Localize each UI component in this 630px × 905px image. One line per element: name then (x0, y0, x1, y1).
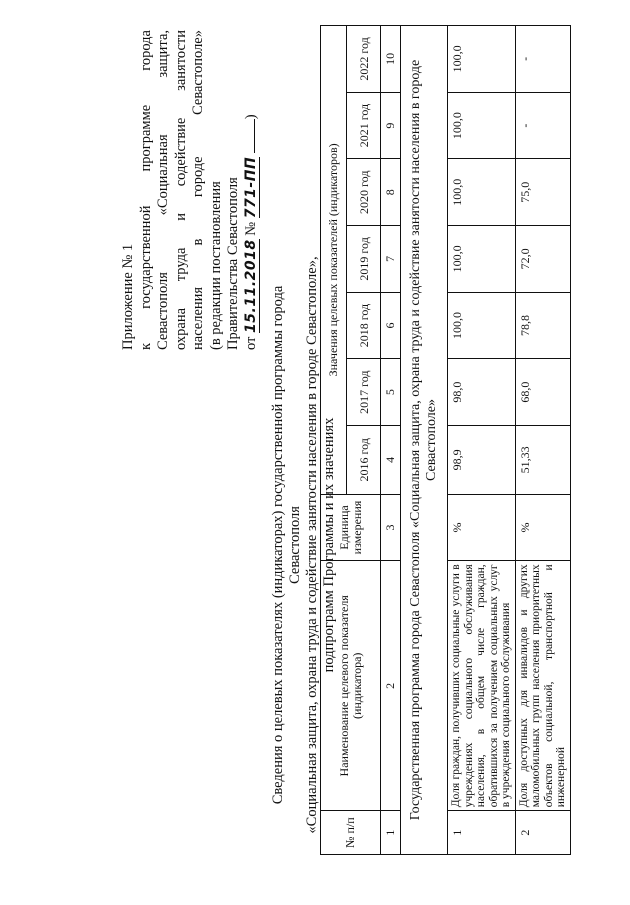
index-cell: 8 (381, 159, 401, 226)
row-value: 100,0 (448, 26, 516, 93)
header-unit: Единица измерения (321, 494, 381, 561)
table-row (515, 26, 570, 855)
row-unit: % (515, 494, 570, 561)
row-unit: % (448, 494, 516, 561)
appendix-line: к государственной программе города (137, 30, 154, 350)
indicators-table (320, 25, 630, 855)
row-indicator-name: Доля граждан, получивших социальные услуги в учреждениях социального обслуживания населения, в общем числе граждан, обратившихся за получением социальных услуг в учреждения социального обслуживания (448, 561, 516, 811)
column-index-row (381, 26, 401, 855)
handwritten-date: 15.11.2018 (242, 239, 259, 333)
table-row (448, 26, 516, 855)
row-value: - (515, 26, 570, 93)
header-year: 2016 год (347, 425, 381, 494)
row-value: 68,0 (515, 359, 570, 426)
header-year: 2021 год (347, 92, 381, 159)
header-year: 2022 год (347, 26, 381, 93)
header-year: 2019 год (347, 226, 381, 293)
date-prefix: от (242, 336, 259, 350)
index-cell: 6 (381, 292, 401, 359)
row-value: 100,0 (448, 292, 516, 359)
header-num: № п/п (321, 811, 381, 855)
row-value: 100,0 (448, 92, 516, 159)
row-value: 72,0 (515, 226, 570, 293)
handwritten-number: 771-ПП (242, 156, 259, 219)
header-name: Наименование целевого показателя (индикатора) (321, 561, 381, 811)
index-cell: 4 (381, 425, 401, 494)
index-cell: 9 (381, 92, 401, 159)
section-title: Государственная программа города Севастополя «Социальная защита, охрана труда и содействие занятости населения в городе Севастополе» (401, 26, 448, 855)
index-cell: 5 (381, 359, 401, 426)
appendix-line: Приложение № 1 (120, 243, 136, 350)
title-line: подпрограмм Программы и их значениях (321, 417, 337, 673)
index-cell: 10 (381, 26, 401, 93)
appendix-line: Правительства Севастополя (225, 177, 241, 350)
index-cell: 3 (381, 494, 401, 561)
row-value: 100,0 (448, 226, 516, 293)
row-value: 51,33 (515, 425, 570, 494)
index-cell: 1 (381, 811, 401, 855)
row-value: 98,9 (448, 425, 516, 494)
row-num: 1 (448, 811, 516, 855)
appendix-line: населения в городе Севастополе» (190, 30, 206, 350)
header-year: 2018 год (347, 292, 381, 359)
header-year: 2020 год (347, 159, 381, 226)
decree-date-line: от 15.11.2018 № 771-ПП ) (242, 114, 259, 350)
row-value: - (515, 92, 570, 159)
row-indicator-name: Доля доступных для инвалидов и других маломобильных групп населения приоритетных объектов социальной, транспортной и инженерной (515, 561, 570, 811)
row-value: 100,0 (448, 159, 516, 226)
index-cell: 7 (381, 226, 401, 293)
row-value: 75,0 (515, 159, 570, 226)
appendix-block (120, 30, 260, 350)
title-line: Сведения о целевых показателях (индикаторах) государственной программы города Севастополя (270, 285, 303, 805)
index-cell: 2 (381, 561, 401, 811)
row-value: 78,8 (515, 292, 570, 359)
appendix-line: охрана труда и содействие занятости (172, 30, 189, 350)
appendix-line: (в редакции постановления (207, 181, 224, 350)
row-value: 98,0 (448, 359, 516, 426)
blank-underline (254, 119, 255, 153)
header-values-group: Значения целевых показателей (индикаторов) (321, 26, 347, 495)
number-prefix: № (242, 221, 259, 236)
header-year: 2017 год (347, 359, 381, 426)
appendix-line: Севастополя «Социальная защита, (155, 30, 171, 350)
row-num: 2 (515, 811, 570, 855)
section-row (401, 26, 448, 855)
title-line: «Социальная защита, охрана труда и содействие занятости населения в городе Севастополе», (304, 256, 320, 834)
